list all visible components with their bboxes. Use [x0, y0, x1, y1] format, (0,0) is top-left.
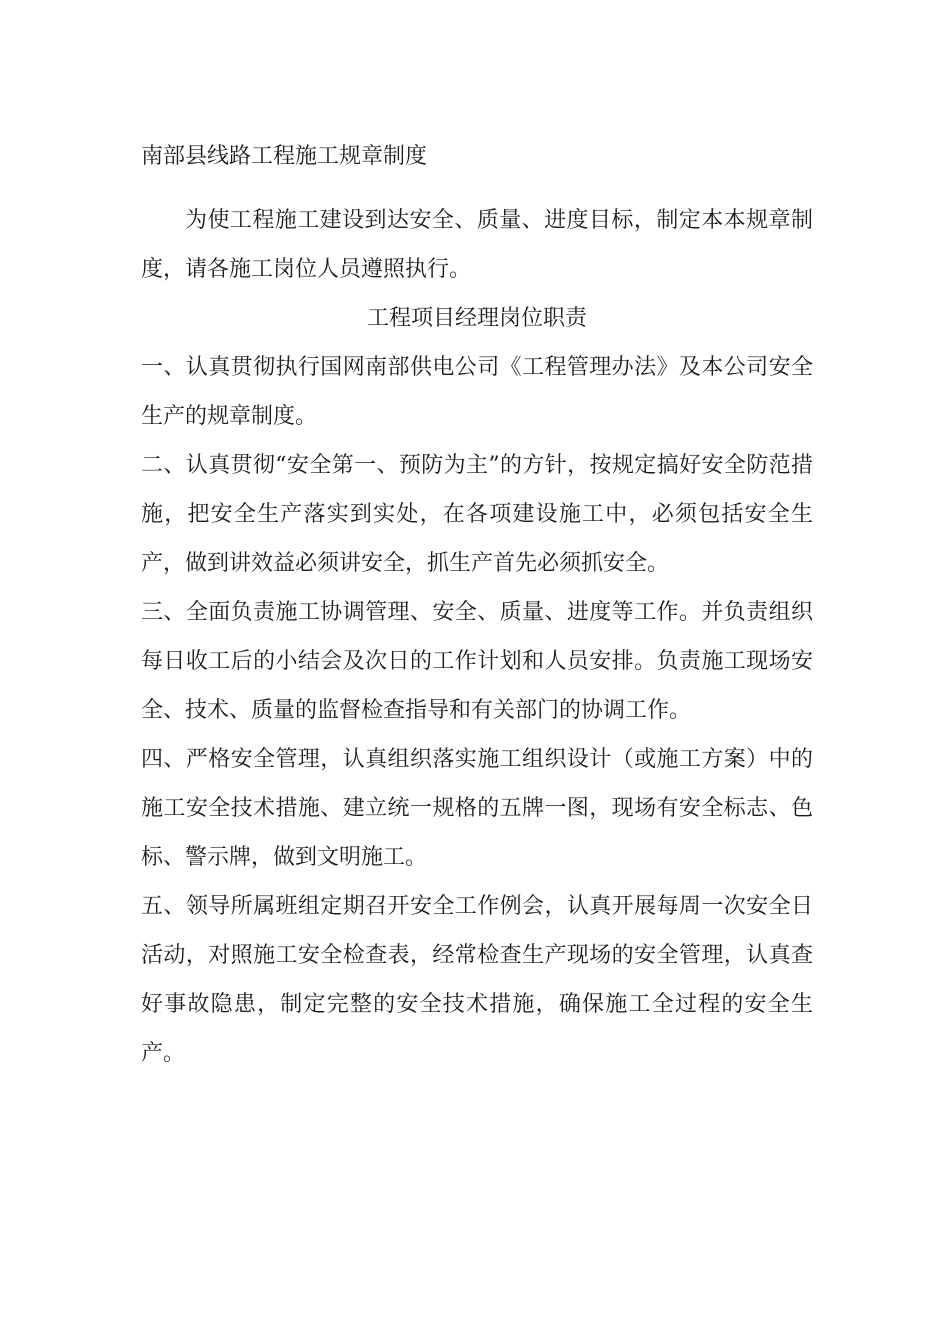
document-title: 南部县线路工程施工规章制度	[141, 144, 428, 169]
list-item: 二、认真贯彻“安全第一、预防为主”的方针，按规定搞好安全防范措施，把安全生产落实到实处，在各项建设施工中，必须包括安全生产，做到讲效益必须讲安全，抓生产首先必须抓安全。	[141, 453, 813, 576]
document-body	[141, 196, 813, 1078]
intro-paragraph: 为使工程施工建设到达安全、质量、进度目标，制定本本规章制度，请各施工岗位人员遵照执行。	[141, 208, 813, 282]
list-item: 一、认真贯彻执行国网南部供电公司《工程管理办法》及本公司安全生产的规章制度。	[141, 355, 813, 429]
section-heading: 工程项目经理岗位职责	[366, 306, 587, 331]
list-item: 五、领导所属班组定期召开安全工作例会，认真开展每周一次安全日活动，对照施工安全检查表，经常检查生产现场的安全管理，认真查好事故隐患，制定完整的安全技术措施，确保施工全过程的安全生产。	[141, 894, 813, 1066]
list-item: 三、全面负责施工协调管理、安全、质量、进度等工作。并负责组织每日收工后的小结会及次日的工作计划和人员安排。负责施工现场安全、技术、质量的监督检查指导和有关部门的协调工作。	[141, 600, 813, 723]
list-item: 四、严格安全管理，认真组织落实施工组织设计（或施工方案）中的施工安全技术措施、建立统一规格的五牌一图，现场有安全标志、色标、警示牌，做到文明施工。	[141, 747, 813, 870]
